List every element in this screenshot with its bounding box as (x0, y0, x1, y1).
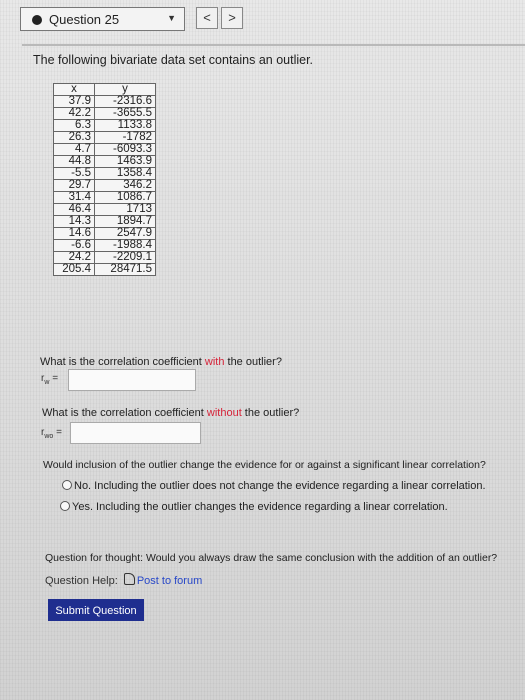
table-row (54, 96, 156, 108)
r-with-eq: = (52, 373, 59, 384)
cell-y: 28471.5 (95, 264, 156, 276)
table-row (54, 240, 156, 252)
table-row (54, 156, 156, 168)
cell-y: 346.2 (95, 180, 156, 192)
cell-x: 14.6 (54, 228, 95, 240)
question-help (45, 573, 202, 587)
table-row (54, 204, 156, 216)
cell-x: -6.6 (54, 240, 95, 252)
submit-question-button[interactable]: Submit Question (48, 599, 144, 621)
cell-x: 42.2 (54, 108, 95, 120)
cell-x: 37.9 (54, 96, 95, 108)
question-help-label: Question Help: (45, 575, 118, 587)
q1-emphasis: with (204, 356, 225, 368)
r-without-input[interactable] (70, 422, 201, 444)
q1-suffix: the outlier? (224, 356, 282, 368)
cell-y: -1782 (95, 132, 156, 144)
cell-x: -5.5 (54, 168, 95, 180)
table-row (54, 168, 156, 180)
cell-y: -2316.6 (95, 96, 156, 108)
cell-y: 1713 (95, 204, 156, 216)
post-to-forum-link[interactable]: Post to forum (136, 575, 203, 587)
cell-x: 24.2 (54, 252, 95, 264)
table-row (54, 264, 156, 276)
r-without-main: r (41, 427, 45, 438)
table-header-row (54, 84, 156, 96)
data-table (53, 83, 156, 276)
option-no[interactable] (62, 480, 486, 492)
q2-suffix: the outlier? (241, 407, 300, 419)
cell-x: 14.3 (54, 216, 95, 228)
table-row (54, 120, 156, 132)
previous-question-button[interactable]: < (196, 7, 218, 29)
cell-y: 1463.9 (95, 156, 156, 168)
radio-no-icon[interactable] (62, 480, 72, 490)
header-divider (22, 44, 525, 46)
cell-y: -2209.1 (95, 252, 156, 264)
question-intro: The following bivariate data set contains an outlier. (33, 53, 314, 67)
option-no-label: No. Including the outlier does not change the evidence regarding a linear correlation. (74, 480, 486, 492)
cell-y: 2547.9 (95, 228, 156, 240)
q2-emphasis: without (206, 407, 242, 419)
q3-text: Would inclusion of the outlier change the evidence for or against a significant linear correlation? (43, 459, 486, 471)
table-row (54, 180, 156, 192)
q2-text (42, 407, 299, 419)
thought-text: Question for thought: Would you always draw the same conclusion with the addition of an outlier? (45, 552, 498, 564)
table-row (54, 192, 156, 204)
q1-prefix: What is the correlation coefficient (40, 356, 205, 368)
cell-x: 26.3 (54, 132, 95, 144)
table-row (54, 132, 156, 144)
table-row (54, 216, 156, 228)
r-with-label (41, 373, 58, 386)
cell-x: 46.4 (54, 204, 95, 216)
column-header-y: y (95, 84, 156, 96)
completed-dot-icon (32, 15, 42, 25)
table-row (54, 228, 156, 240)
r-with-main: r (41, 373, 45, 384)
cell-x: 205.4 (54, 264, 95, 276)
radio-yes-icon[interactable] (60, 501, 70, 511)
q1-text (40, 356, 282, 368)
r-with-input[interactable] (68, 369, 196, 391)
column-header-x: x (54, 84, 95, 96)
q2-prefix: What is the correlation coefficient (42, 407, 207, 419)
option-yes-label: Yes. Including the outlier changes the evidence regarding a linear correlation. (72, 501, 448, 513)
cell-y: 1894.7 (95, 216, 156, 228)
caret-down-icon: ▼ (167, 13, 176, 23)
r-without-eq: = (56, 427, 62, 438)
cell-y: 1086.7 (95, 192, 156, 204)
r-without-sub: wo (44, 433, 54, 440)
r-with-sub: w (44, 379, 50, 386)
cell-y: 1358.4 (95, 168, 156, 180)
next-question-button[interactable]: > (221, 7, 243, 29)
forum-icon (124, 573, 135, 585)
cell-y: 1133.8 (95, 120, 156, 132)
cell-x: 31.4 (54, 192, 95, 204)
r-without-label (41, 427, 62, 440)
table-row (54, 108, 156, 120)
cell-y: -3655.5 (95, 108, 156, 120)
question-nav-bar (0, 0, 525, 40)
cell-x: 44.8 (54, 156, 95, 168)
cell-y: -1988.4 (95, 240, 156, 252)
table-row (54, 252, 156, 264)
cell-x: 6.3 (54, 120, 95, 132)
table-row (54, 144, 156, 156)
cell-x: 29.7 (54, 180, 95, 192)
question-select-label: Question 25 (49, 12, 120, 27)
option-yes[interactable] (60, 501, 448, 513)
question-select[interactable] (20, 7, 185, 31)
cell-x: 4.7 (54, 144, 95, 156)
cell-y: -6093.3 (95, 144, 156, 156)
